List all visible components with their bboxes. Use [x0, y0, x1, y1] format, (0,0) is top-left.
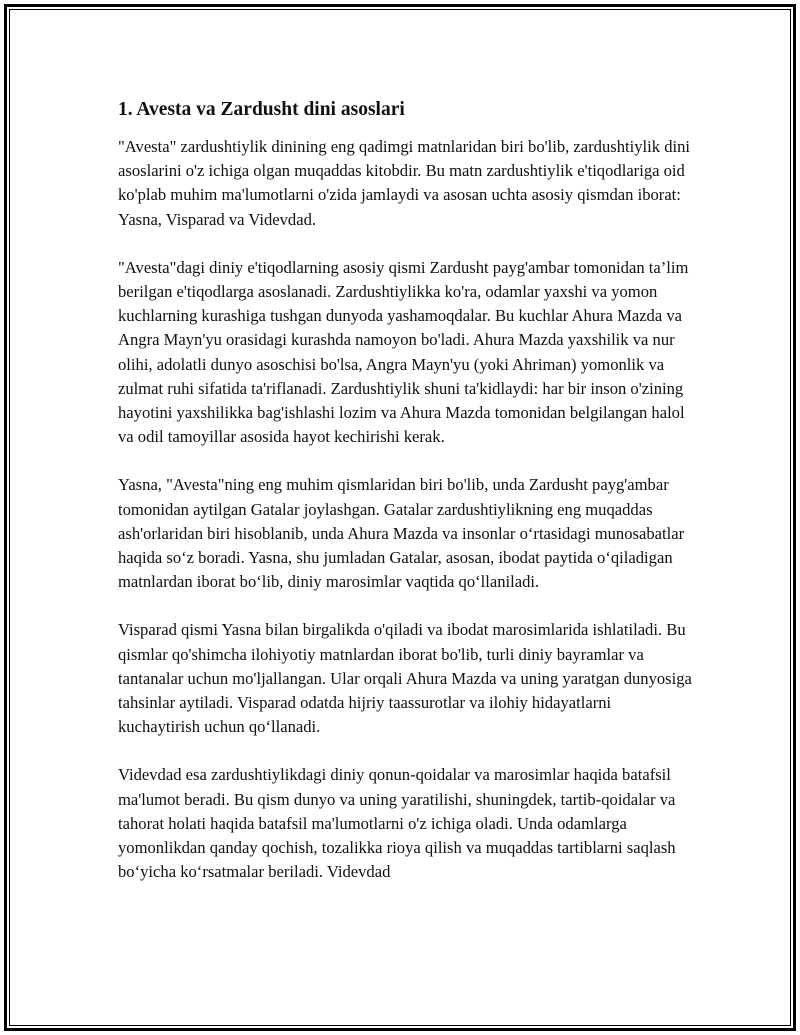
paragraph-avesta-intro: "Avesta" zardushtiylik dinining eng qadimgi matnlaridan biri bo'lib, zardushtiylik dini asoslarini o'z ichiga olgan muqaddas kitobdir. Bu matn zardushtiylik e'tiqodlariga oid ko'plab muhim ma'lumotlarni o'zida jamlaydi va asosan uchta asosiy qismdan iborat: Yasna, Visparad va Videvdad.	[118, 137, 691, 229]
section-heading: 1. Avesta va Zardusht dini asoslari	[118, 99, 405, 120]
paragraph-yasna: Yasna, "Avesta"ning eng muhim qismlaridan biri bo'lib, unda Zardusht payg'ambar tomonidan aytilgan Gatalar joylashgan. Gatalar zardushtiylikning eng muqaddas ash'orlaridan biri hisoblanib, unda Ahura Mazda va insonlar o‘rtasidagi munosabatlar haqida so‘z boradi. Yasna, shu jumladan Gatalar, asosan, ibodat paytida o‘qiladigan matnlardan iborat bo‘lib, diniy marosimlar vaqtida qo‘llaniladi.	[118, 475, 685, 592]
document-body	[118, 95, 692, 908]
paragraph-videvdad: Videvdad esa zardushtiylikdagi diniy qonun-qoidalar va marosimlar haqida batafsil ma'lumot beradi. Bu qism dunyo va uning yaratilishi, shuningdek, tartib-qoidalar va tahorat holati haqida batafsil ma'lumotlarni o'z ichiga oladi. Unda odamlarga yomonlikdan qanday qochish, tozalikka rioya qilish va muqaddas tartiblarni saqlash bo‘yicha ko‘rsatmalar beriladi. Videvdad	[118, 765, 676, 882]
paragraph-beliefs: "Avesta"dagi diniy e'tiqodlarning asosiy qismi Zardusht payg'ambar tomonidan ta’lim berilgan e'tiqodlarga asoslanadi. Zardushtiylikka ko'ra, odamlar yaxshi va yomon kuchlarning kurashiga tushgan dunyoda yashamoqdalar. Bu kuchlar Ahura Mazda va Angra Mayn'yu orasidagi kurashda namoyon bo'ladi. Ahura Mazda yaxshilik va nur olihi, adolatli dunyo asoschisi bo'lsa, Angra Mayn'yu (yoki Ahriman) yomonlik va zulmat ruhi sifatida ta'riflanadi. Zardushtiylik shuni ta'kidlaydi: har bir inson o'zining hayotini yaxshilikka bag'ishlashi lozim va Ahura Mazda tomonidan belgilangan halol va odil tamoyillar asosida hayot kechirishi kerak.	[118, 257, 689, 447]
document-page	[4, 4, 796, 1031]
paragraph-visparad: Visparad qismi Yasna bilan birgalikda o'qiladi va ibodat marosimlarida ishlatiladi. Bu qismlar qo'shimcha ilohiyotiy matnlardan iborat bo'lib, turli diniy bayramlar va tantanalar uchun mo'ljallangan. Ular orqali Ahura Mazda va uning yaratgan dunyosiga tahsinlar aytiladi. Visparad odatda hijriy taassurotlar va ilohiy hidayatlarni kuchaytirish uchun qo‘llanadi.	[118, 620, 692, 737]
